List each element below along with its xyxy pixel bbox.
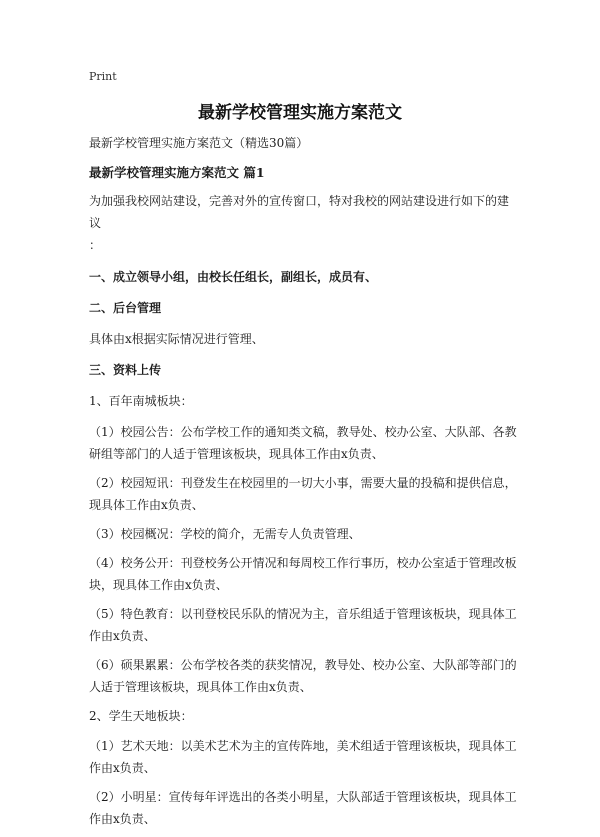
list-item [89,735,519,779]
intro-paragraph [89,190,519,256]
print-label: Print [89,70,117,83]
paragraph-line: （4）校务公开：刊登校务公开情况和每周校工作行事历，校办公室适于管理改板 [89,556,517,570]
section-heading: 三、资料上传 [89,363,162,377]
paragraph-line: （6）硕果累累：公布学校各类的获奖情况，教导处、校办公室、大队部等部门的 [89,658,517,672]
paragraph-line: （5）特色教育：以刊登校民乐队的情况为主，音乐组适于管理该板块，现具体工 [89,607,517,621]
list-item [89,786,519,830]
document-subtitle: 最新学校管理实施方案范文（精选30篇） [89,136,309,150]
paragraph-line: （1）艺术天地：以美术艺术为主的宣传阵地，美术组适于管理该板块，现具体工 [89,739,517,753]
paragraph-line: （2）小明星：宣传每年评选出的各类小明星，大队部适于管理该板块，现具体工 [89,790,517,804]
paragraph-line: 现具体工作由x负责、 [89,498,204,512]
list-item [89,472,519,516]
list-item [89,421,519,465]
section-heading: 一、成立领导小组，由校长任组长，副组长，成员有、 [89,270,378,284]
paragraph-line: （1）校园公告：公布学校工作的通知类文稿，教导处、校办公室、大队部、各教 [89,425,517,439]
paragraph-line: 为加强我校网站建设，完善对外的宣传窗口，特对我校的网站建设进行如下的建议 [89,194,510,230]
subsection-heading: 1、百年南城板块： [89,394,193,408]
paragraph-line: ： [89,238,102,252]
list-item [89,654,519,698]
paragraph-line: （3）校园概况：学校的简介，无需专人负责管理、 [89,527,361,541]
paragraph-line: 人适于管理该板块，现具体工作由x负责、 [89,680,312,694]
paragraph: 具体由x根据实际情况进行管理、 [89,332,264,346]
section-heading: 最新学校管理实施方案范文 篇1 [89,165,265,180]
list-item [89,523,519,545]
subsection-heading: 2、学生天地板块： [89,709,193,723]
document-body [89,132,519,837]
document-title: 最新学校管理实施方案范文 [198,103,402,123]
paragraph-line: 作由x负责、 [89,761,156,775]
paragraph-line: 研组等部门的人适于管理该板块，现具体工作由x负责、 [89,447,384,461]
paragraph-line: 块，现具体工作由x负责、 [89,578,228,592]
paragraph-line: 作由x负责、 [89,812,156,826]
section-heading: 二、后台管理 [89,301,162,315]
list-item [89,603,519,647]
paragraph-line: 作由x负责、 [89,629,156,643]
paragraph-line: （2）校园短讯：刊登发生在校园里的一切大小事，需要大量的投稿和提供信息， [89,476,517,490]
list-item [89,552,519,596]
